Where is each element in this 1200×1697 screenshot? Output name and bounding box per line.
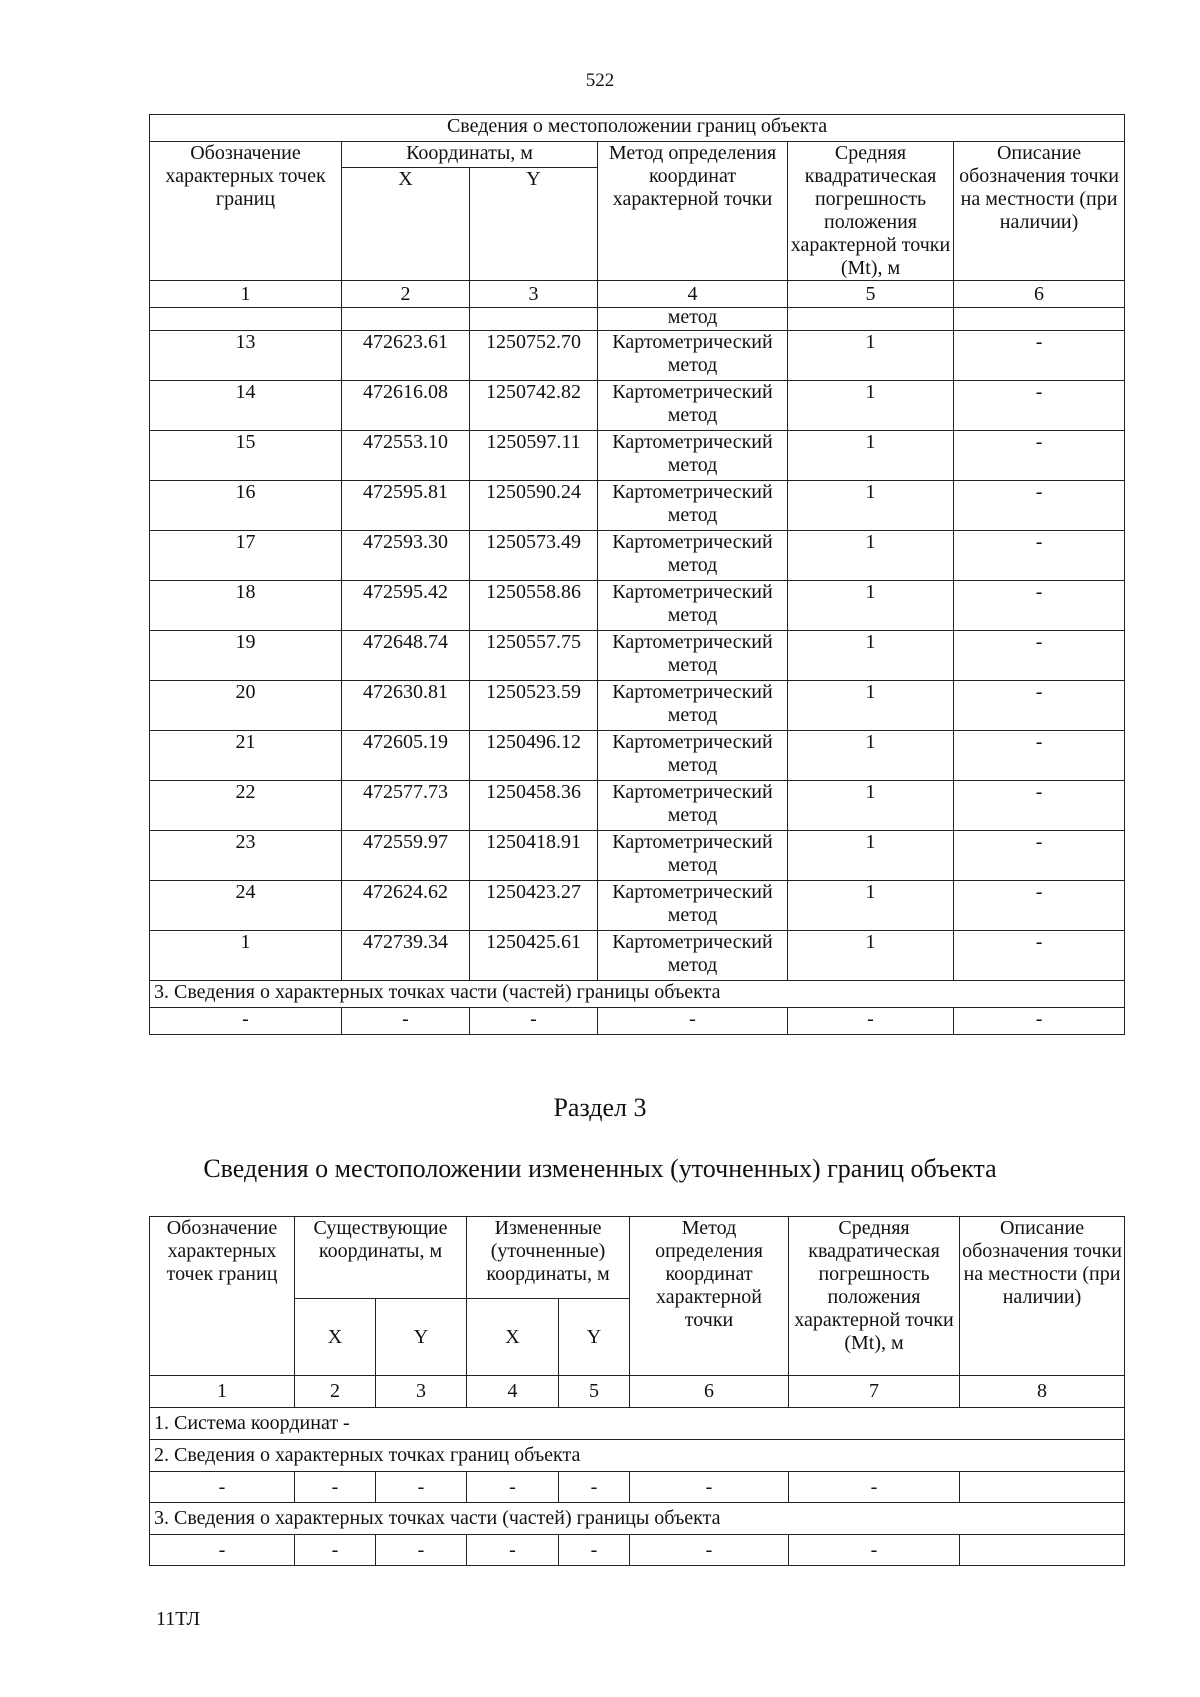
cell-error: 1 (788, 631, 954, 681)
section3-row-label: 3. Сведения о характерных точках части (частей) границы объекта (150, 981, 1125, 1008)
cell-x: 472616.08 (342, 381, 470, 431)
cell-method: Картометрический метод (598, 681, 788, 731)
cell-dash: - (467, 1535, 559, 1566)
cell-dash: - (150, 1008, 342, 1035)
header-method: Метод определения координат характерной точки (598, 142, 788, 281)
footer-code: 11ТЛ (156, 1608, 201, 1630)
cell-y: 1250458.36 (470, 781, 598, 831)
cell-dash: - (598, 1008, 788, 1035)
cell-x: 472595.81 (342, 481, 470, 531)
cell-method: Картометрический метод (598, 481, 788, 531)
cell-x: 472605.19 (342, 731, 470, 781)
cell-x: 472739.34 (342, 931, 470, 981)
page-number: 522 (585, 70, 615, 91)
cell-y: 1250597.11 (470, 431, 598, 481)
cell-method: Картометрический метод (598, 931, 788, 981)
cell-x: 472553.10 (342, 431, 470, 481)
cell-x (342, 308, 470, 331)
cell-method: Картометрический метод (598, 631, 788, 681)
header-description: Описание обозначения точки на местности (при наличии) (960, 1217, 1125, 1376)
cell-dash: - (789, 1535, 960, 1566)
cell-desc: - (954, 831, 1125, 881)
cell-point: 19 (150, 631, 342, 681)
cell-x: 472648.74 (342, 631, 470, 681)
header-x-existing: X (295, 1299, 376, 1376)
cell-x: 472595.42 (342, 581, 470, 631)
cell-desc: - (954, 631, 1125, 681)
header-coords: Координаты, м (342, 142, 598, 168)
cell-method: Картометрический метод (598, 781, 788, 831)
col-number: 1 (150, 1376, 295, 1408)
table-row (150, 781, 1125, 831)
col-number: 2 (295, 1376, 376, 1408)
header-y: Y (470, 168, 598, 281)
cell-dash: - (150, 1535, 295, 1566)
cell-error: 1 (788, 831, 954, 881)
table-row (150, 331, 1125, 381)
cell-error: 1 (788, 481, 954, 531)
cell-desc (954, 308, 1125, 331)
cell-dash: - (788, 1008, 954, 1035)
cell-y: 1250752.70 (470, 331, 598, 381)
cell-x: 472630.81 (342, 681, 470, 731)
col-number: 2 (342, 281, 470, 308)
cell-point: 1 (150, 931, 342, 981)
cell-dash: - (789, 1472, 960, 1503)
cell-method: метод (598, 308, 788, 331)
changed-boundaries-table (149, 1216, 1125, 1566)
cell-y: 1250523.59 (470, 681, 598, 731)
table-row (150, 631, 1125, 681)
col-number: 6 (630, 1376, 789, 1408)
cell-dash: - (559, 1472, 630, 1503)
cell-dash: - (376, 1535, 467, 1566)
table-row-empty (150, 1008, 1125, 1035)
cell-error: 1 (788, 731, 954, 781)
col-number: 8 (960, 1376, 1125, 1408)
cell-point: 20 (150, 681, 342, 731)
cell-dash (960, 1535, 1125, 1566)
cell-x: 472593.30 (342, 531, 470, 581)
header-point: Обозначение характерных точек границ (150, 1217, 295, 1376)
cell-dash: - (342, 1008, 470, 1035)
header-y-existing: Y (376, 1299, 467, 1376)
cell-desc: - (954, 731, 1125, 781)
cell-y: 1250742.82 (470, 381, 598, 431)
cell-dash: - (295, 1535, 376, 1566)
cell-y: 1250425.61 (470, 931, 598, 981)
part-points-row: 3. Сведения о характерных точках части (частей) границы объекта (150, 1503, 1125, 1535)
header-error: Средняя квадратическая погрешность положения характерной точки (Mt), м (789, 1217, 960, 1376)
boundary-points-table (149, 114, 1125, 1035)
cell-desc: - (954, 581, 1125, 631)
cell-y: 1250418.91 (470, 831, 598, 881)
cell-error: 1 (788, 531, 954, 581)
cell-dash: - (150, 1472, 295, 1503)
cell-method: Картометрический метод (598, 581, 788, 631)
cell-dash: - (954, 1008, 1125, 1035)
col-number: 4 (598, 281, 788, 308)
table-caption: Сведения о местоположении границ объекта (150, 115, 1125, 142)
table-row (150, 681, 1125, 731)
table-row (150, 881, 1125, 931)
cell-desc: - (954, 781, 1125, 831)
cell-error: 1 (788, 681, 954, 731)
cell-method: Картометрический метод (598, 381, 788, 431)
cell-point: 13 (150, 331, 342, 381)
cell-dash: - (467, 1472, 559, 1503)
table-row (150, 581, 1125, 631)
col-number: 7 (789, 1376, 960, 1408)
cell-desc: - (954, 331, 1125, 381)
cell-point: 22 (150, 781, 342, 831)
cell-y: 1250573.49 (470, 531, 598, 581)
cell-x: 472623.61 (342, 331, 470, 381)
cell-error: 1 (788, 431, 954, 481)
table-row (150, 381, 1125, 431)
cell-x: 472559.97 (342, 831, 470, 881)
header-x: X (342, 168, 470, 281)
header-description: Описание обозначения точки на местности (при наличии) (954, 142, 1125, 281)
cell-y: 1250590.24 (470, 481, 598, 531)
header-y-changed: Y (559, 1299, 630, 1376)
cell-dash: - (559, 1535, 630, 1566)
cell-y (470, 308, 598, 331)
cell-dash (960, 1472, 1125, 1503)
cell-y: 1250557.75 (470, 631, 598, 681)
cell-method: Картометрический метод (598, 731, 788, 781)
section-title: Сведения о местоположении измененных (уточненных) границ объекта (203, 1154, 997, 1183)
table-row (150, 431, 1125, 481)
col-number: 4 (467, 1376, 559, 1408)
cell-error (788, 308, 954, 331)
header-error: Средняя квадратическая погрешность положения характерной точки (Mt), м (788, 142, 954, 281)
cell-desc: - (954, 431, 1125, 481)
cell-point: 24 (150, 881, 342, 931)
col-number: 5 (559, 1376, 630, 1408)
cell-desc: - (954, 681, 1125, 731)
header-changed-coords: Измененные (уточненные) координаты, м (467, 1217, 630, 1299)
cell-y: 1250423.27 (470, 881, 598, 931)
cell-dash: - (630, 1472, 789, 1503)
cell-dash: - (295, 1472, 376, 1503)
boundary-points-row: 2. Сведения о характерных точках границ объекта (150, 1440, 1125, 1472)
cell-desc: - (954, 481, 1125, 531)
cell-point: 14 (150, 381, 342, 431)
table-row-empty (150, 1472, 1125, 1503)
cell-point: 15 (150, 431, 342, 481)
cell-error: 1 (788, 881, 954, 931)
section-number: Раздел 3 (553, 1093, 647, 1122)
cell-point: 17 (150, 531, 342, 581)
col-number: 5 (788, 281, 954, 308)
table-row (150, 731, 1125, 781)
cell-desc: - (954, 381, 1125, 431)
coordinate-system-row: 1. Система координат - (150, 1408, 1125, 1440)
cell-desc: - (954, 881, 1125, 931)
cell-point: 16 (150, 481, 342, 531)
cell-error: 1 (788, 781, 954, 831)
cell-error: 1 (788, 581, 954, 631)
cell-dash: - (376, 1472, 467, 1503)
cell-desc: - (954, 931, 1125, 981)
cell-point: 21 (150, 731, 342, 781)
cell-x: 472577.73 (342, 781, 470, 831)
cell-dash: - (470, 1008, 598, 1035)
cell-desc: - (954, 531, 1125, 581)
cell-y: 1250558.86 (470, 581, 598, 631)
cell-point (150, 308, 342, 331)
cell-dash: - (630, 1535, 789, 1566)
cell-point: 18 (150, 581, 342, 631)
table-row (150, 481, 1125, 531)
cell-point: 23 (150, 831, 342, 881)
table-row-empty (150, 1535, 1125, 1566)
cell-error: 1 (788, 331, 954, 381)
header-x-changed: X (467, 1299, 559, 1376)
cell-error: 1 (788, 381, 954, 431)
table-row-fragment (150, 308, 1125, 331)
cell-method: Картометрический метод (598, 831, 788, 881)
cell-method: Картометрический метод (598, 331, 788, 381)
header-point: Обозначение характерных точек границ (150, 142, 342, 281)
col-number: 6 (954, 281, 1125, 308)
cell-method: Картометрический метод (598, 431, 788, 481)
table-row (150, 931, 1125, 981)
cell-error: 1 (788, 931, 954, 981)
cell-method: Картометрический метод (598, 531, 788, 581)
cell-y: 1250496.12 (470, 731, 598, 781)
header-method: Метод определения координат характерной точки (630, 1217, 789, 1376)
cell-x: 472624.62 (342, 881, 470, 931)
col-number: 1 (150, 281, 342, 308)
col-number: 3 (470, 281, 598, 308)
header-existing-coords: Существующие координаты, м (295, 1217, 467, 1299)
cell-method: Картометрический метод (598, 881, 788, 931)
col-number: 3 (376, 1376, 467, 1408)
table-row (150, 831, 1125, 881)
table-row (150, 531, 1125, 581)
